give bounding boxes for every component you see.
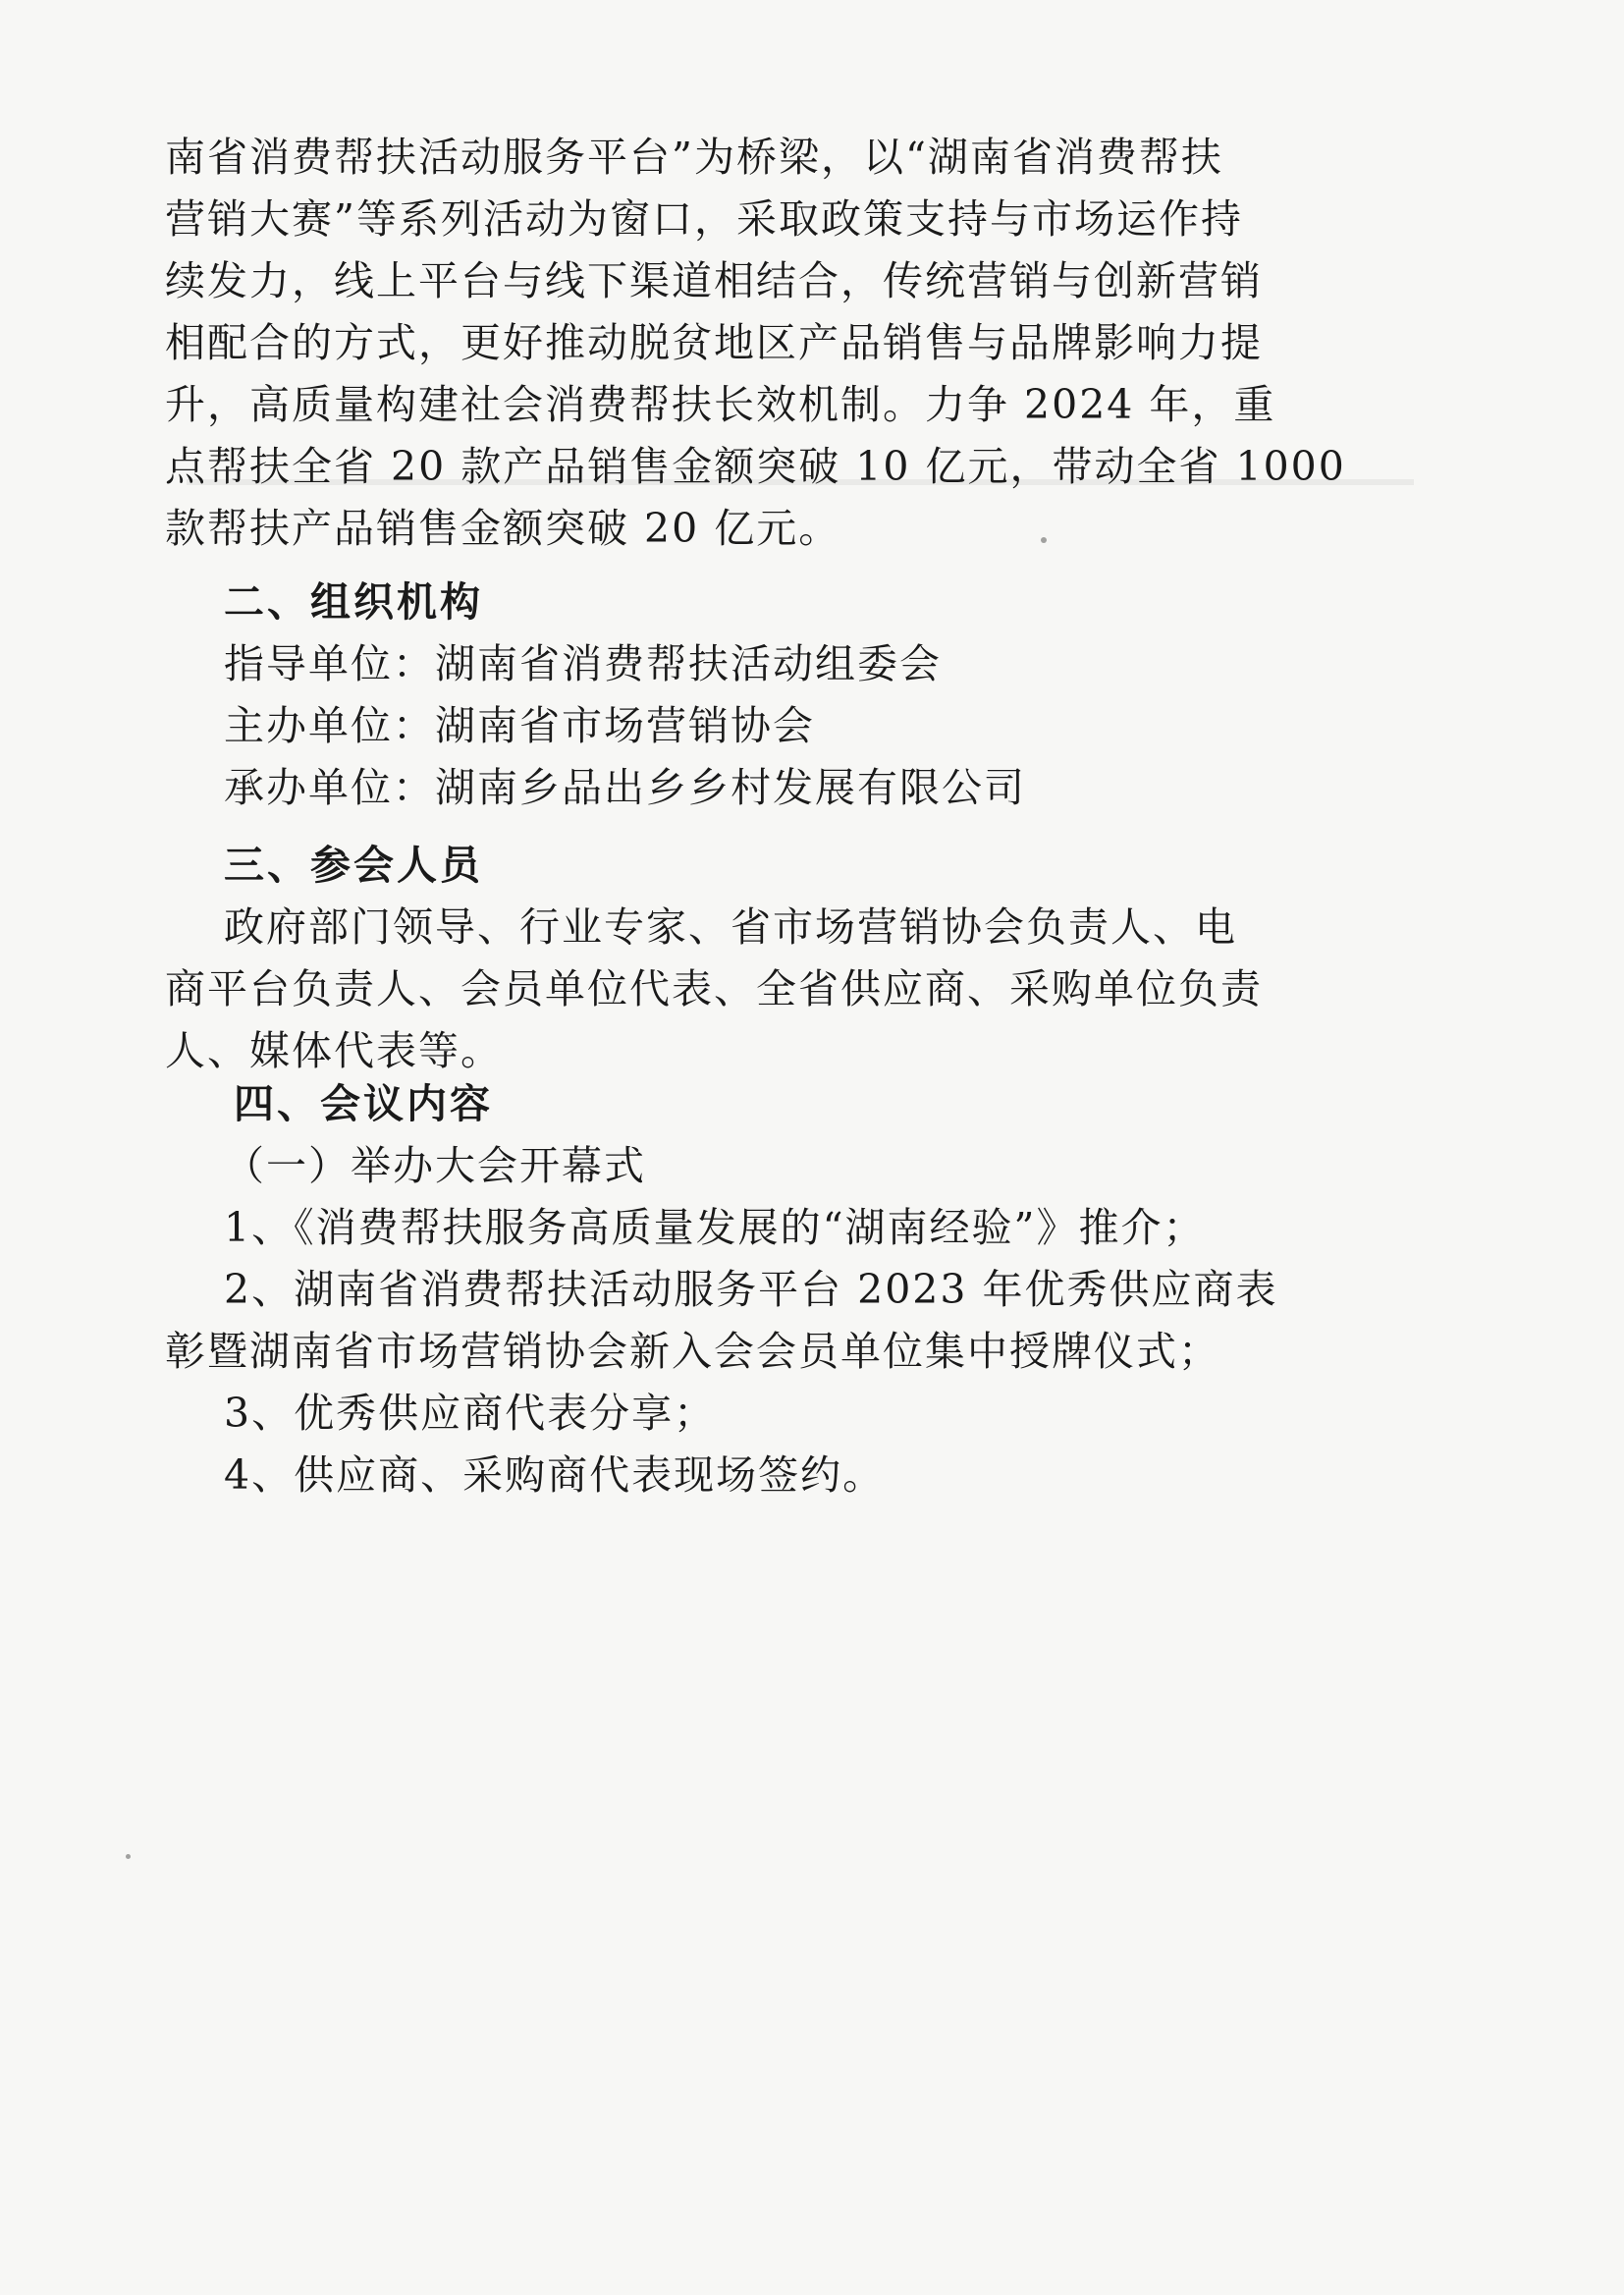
section-heading-content: 四、会议内容 xyxy=(234,1080,493,1127)
paragraph-line: 人、媒体代表等。 xyxy=(165,1027,503,1074)
scan-speck xyxy=(1041,537,1047,543)
section-heading-org: 二、组织机构 xyxy=(224,578,483,626)
subsection-heading: （一）举办大会开幕式 xyxy=(224,1142,646,1189)
org-host-unit: 主办单位：湖南省市场营销协会 xyxy=(224,702,815,749)
agenda-item: 4、供应商、采购商代表现场签约。 xyxy=(224,1451,886,1499)
section-heading-attendees: 三、参会人员 xyxy=(224,842,483,889)
agenda-item: 2、湖南省消费帮扶活动服务平台 2023 年优秀供应商表 xyxy=(224,1266,1278,1313)
paragraph-line: 相配合的方式，更好推动脱贫地区产品销售与品牌影响力提 xyxy=(165,319,1263,366)
agenda-item-continuation: 彰暨湖南省市场营销协会新入会会员单位集中授牌仪式； xyxy=(165,1328,1220,1375)
paragraph-line: 商平台负责人、会员单位代表、全省供应商、采购单位负责 xyxy=(165,965,1263,1012)
paragraph-line: 政府部门领导、行业专家、省市场营销协会负责人、电 xyxy=(224,903,1237,951)
paragraph-line: 款帮扶产品销售金额突破 20 亿元。 xyxy=(165,505,841,552)
agenda-item: 3、优秀供应商代表分享； xyxy=(224,1390,717,1437)
paragraph-line: 南省消费帮扶活动服务平台”为桥梁，以“湖南省消费帮扶 xyxy=(165,134,1223,181)
org-organizer-unit: 承办单位：湖南乡品出乡乡村发展有限公司 xyxy=(224,764,1026,811)
paragraph-line: 营销大赛”等系列活动为窗口，采取政策支持与市场运作持 xyxy=(165,195,1243,243)
paragraph-line: 升，高质量构建社会消费帮扶长效机制。力争 2024 年，重 xyxy=(165,381,1276,428)
paragraph-line: 续发力，线上平台与线下渠道相结合，传统营销与创新营销 xyxy=(165,257,1263,304)
scan-speck xyxy=(126,1854,131,1859)
paragraph-line: 点帮扶全省 20 款产品销售金额突破 10 亿元，带动全省 1000 xyxy=(165,443,1346,490)
agenda-item: 1、《消费帮扶服务高质量发展的“湖南经验”》推介； xyxy=(224,1204,1206,1251)
org-guide-unit: 指导单位：湖南省消费帮扶活动组委会 xyxy=(224,640,942,687)
